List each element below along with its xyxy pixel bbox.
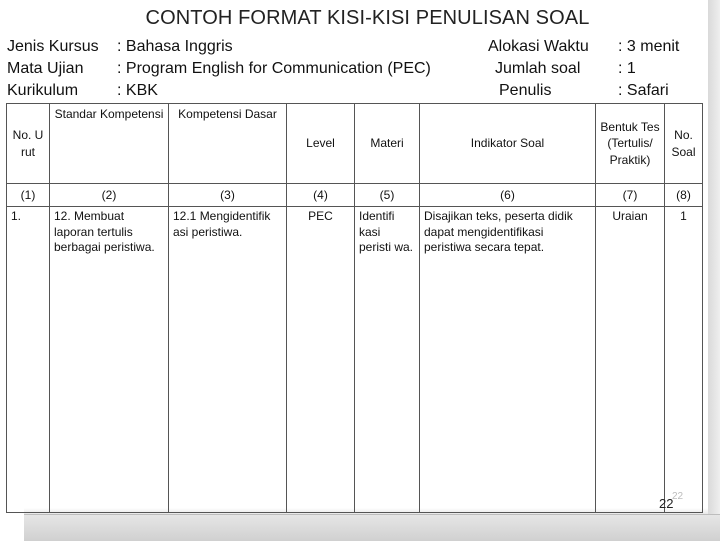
header-cell: Materi bbox=[355, 104, 420, 184]
info-penulis bbox=[499, 82, 669, 100]
table-cell-standar-kompetensi: 12. Membuat laporan tertulis berbagai peristiwa. bbox=[50, 207, 169, 513]
header-cell: Level bbox=[287, 104, 355, 184]
slide-frame-right bbox=[708, 0, 720, 540]
table-cell-bentuk-tes: Uraian bbox=[596, 207, 665, 513]
page-title: CONTOH FORMAT KISI-KISI PENULISAN SOAL bbox=[145, 7, 590, 29]
number-cell: (1) bbox=[7, 184, 50, 207]
table-row bbox=[7, 207, 703, 513]
info-kurikulum bbox=[7, 82, 158, 100]
number-cell: (8) bbox=[665, 184, 703, 207]
header-cell: Kompetensi Dasar bbox=[169, 104, 287, 184]
info-label: Jenis Kursus bbox=[7, 38, 99, 55]
info-jenis-kursus bbox=[7, 38, 233, 56]
info-alokasi-waktu bbox=[488, 38, 679, 56]
table-cell-kompetensi-dasar: 12.1 Mengidentifik asi peristiwa. bbox=[169, 207, 287, 513]
info-label: Jumlah soal bbox=[495, 60, 581, 77]
header-cell: Indikator Soal bbox=[420, 104, 596, 184]
info-value: : KBK bbox=[117, 82, 158, 99]
number-cell: (7) bbox=[596, 184, 665, 207]
info-label: Penulis bbox=[499, 82, 552, 99]
info-value: : Safari bbox=[618, 82, 669, 99]
table-cell-indikator-soal: Disajikan teks, peserta didik dapat mengidentifikasi peristiwa secara tepat. bbox=[420, 207, 596, 513]
info-value: : Program English for Communication (PEC) bbox=[117, 60, 431, 77]
page-number: 22 bbox=[659, 496, 674, 511]
header-cell: No. Soal bbox=[665, 104, 703, 184]
info-label: Alokasi Waktu bbox=[488, 38, 589, 55]
table-header-row bbox=[7, 104, 703, 184]
header-cell: Bentuk Tes (Tertulis/ Praktik) bbox=[596, 104, 665, 184]
header-cell: Standar Kompetensi bbox=[50, 104, 169, 184]
slide-frame-bottom bbox=[24, 514, 720, 541]
kisi-kisi-table bbox=[6, 103, 703, 513]
table-cell-materi: Identifi kasi peristi wa. bbox=[355, 207, 420, 513]
table-cell-level: PEC bbox=[287, 207, 355, 513]
info-value: : 3 menit bbox=[618, 38, 680, 55]
info-value: : Bahasa Inggris bbox=[117, 38, 233, 55]
header-cell: No. U rut bbox=[7, 104, 50, 184]
info-label: Mata Ujian bbox=[7, 60, 84, 77]
number-cell: (4) bbox=[287, 184, 355, 207]
table-cell-no: 1. bbox=[7, 207, 50, 513]
info-value: : 1 bbox=[618, 60, 636, 77]
number-cell: (3) bbox=[169, 184, 287, 207]
info-label: Kurikulum bbox=[7, 82, 79, 99]
table-cell-no-soal: 1 bbox=[665, 207, 703, 513]
number-cell: (6) bbox=[420, 184, 596, 207]
table-number-row bbox=[7, 184, 703, 207]
number-cell: (2) bbox=[50, 184, 169, 207]
number-cell: (5) bbox=[355, 184, 420, 207]
info-mata-ujian bbox=[7, 60, 431, 78]
info-jumlah-soal bbox=[495, 60, 636, 78]
page-number-ghost: 22 bbox=[672, 491, 684, 502]
